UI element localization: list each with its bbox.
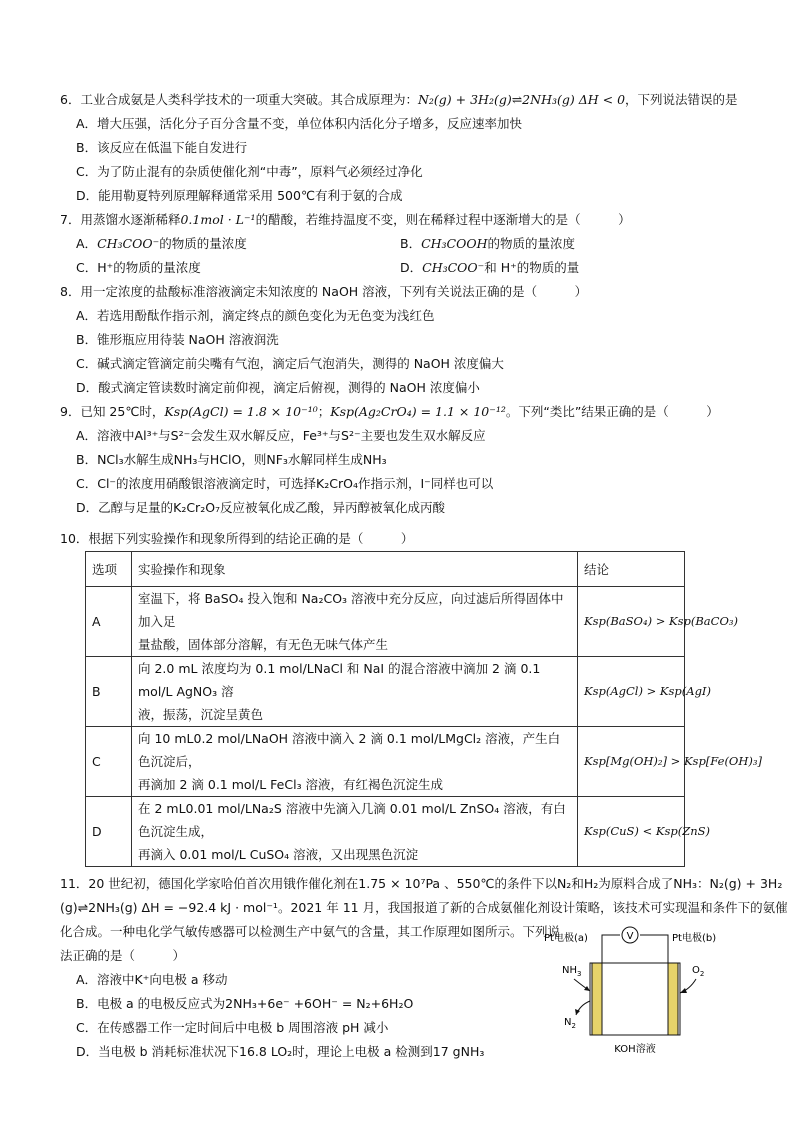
q10-row-option: C (86, 727, 132, 797)
q6-option-b: B．该反应在低温下能自发进行 (76, 140, 248, 155)
wire-left (602, 935, 620, 963)
q10-row-operation (132, 797, 578, 867)
q7-stem-text: 7．用蒸馏水逐渐稀释 (60, 212, 181, 227)
electrode-b (668, 963, 678, 1035)
q6-stem-tail: ，下列说法错误的是 (625, 92, 738, 107)
table-row (86, 657, 685, 727)
q7-option-a-formula: CH₃COO⁻ (97, 236, 160, 251)
q7-stem (60, 211, 631, 229)
q11-option-c: C．在传感器工作一定时间后中电极 b 周围溶液 pH 减小 (76, 1020, 389, 1035)
q10-stem: 10．根据下列实验操作和现象所得到的结论正确的是（ ） (60, 531, 414, 546)
q7-option-d-label: D． (400, 260, 423, 275)
q8-option-c: C．碱式滴定管滴定前尖嘴有气泡，滴定后气泡消失，测得的 NaOH 浓度偏大 (76, 356, 504, 371)
o2-arrowhead-icon (680, 988, 687, 993)
q8-option-b: B．锥形瓶应用待装 NaOH 溶液润洗 (76, 332, 279, 347)
q10-row-conclusion: Ksp[Mg(OH)₂] > Ksp[Fe(OH)₃] (578, 727, 685, 797)
q10-row-operation (132, 587, 578, 657)
o2-text: O (692, 965, 700, 976)
q6-option-a: A．增大压强，活化分子百分含量不变，单位体积内活化分子增多，反应速率加快 (76, 116, 523, 131)
q10-header-option: 选项 (86, 552, 132, 587)
voltmeter-label: V (626, 931, 634, 942)
q7-option-a-text: 的物质的量浓度 (159, 236, 247, 251)
q10-row-operation-line: 再滴入 0.01 mol/L CuSO₄ 溶液，又出现黑色沉淀 (138, 847, 419, 862)
q10-row-operation-line: 再滴加 2 滴 0.1 mol/L FeCl₃ 溶液，有红褐色沉淀生成 (138, 777, 444, 792)
q9-ksp-agcl: Ksp(AgCl) = 1.8 × 10⁻¹⁰ (164, 404, 318, 419)
q11-option-d: D．当电极 b 消耗标准状况下16.8 LO₂时，理论上电极 a 检测到17 gNH₃ (76, 1044, 485, 1059)
q9-stem-tail: 。下列“类比”结果正确的是（ ） (505, 404, 719, 419)
q6-stem-text: 6．工业合成氨是人类科学技术的一项重大突破。其合成原理为： (60, 92, 418, 107)
q7-option-d-formula: CH₃COO⁻ (422, 260, 485, 275)
q10-row-conclusion: Ksp(CuS) < Ksp(ZnS) (578, 797, 685, 867)
electrode-a (592, 963, 602, 1035)
n2-label (564, 1017, 576, 1030)
q10-row-operation-line: 室温下，将 BaSO₄ 投入饱和 Na₂CO₃ 溶液中充分反应，向过滤后所得固体中加入足 (138, 591, 564, 629)
q8-option-a: A．若选用酚酞作指示剂，滴定终点的颜色变化为无色变为浅红色 (76, 308, 435, 323)
electrolyte-cell (590, 963, 680, 1035)
q7-option-c: C．H⁺的物质的量浓度 (76, 260, 201, 275)
q10-row-conclusion: Ksp(BaSO₄) > Ksp(BaCO₃) (578, 587, 685, 657)
table-row (86, 797, 685, 867)
q10-row-operation-line: 液，振荡，沉淀呈黄色 (138, 707, 264, 722)
q10-row-operation (132, 727, 578, 797)
q10-table (85, 551, 762, 867)
nh3-arrowhead-icon (584, 986, 590, 991)
q11-stem-line3: 化合成。一种电化学气敏传感器可以检测生产中氨气的含量，其工作原理如图所示。下列说 (60, 924, 561, 939)
q10-row-operation (132, 657, 578, 727)
o2-label (692, 965, 704, 978)
q11-stem-line2: (g)⇌2NH₃(g) ΔH = −92.4 kJ · mol⁻¹。2021 年 11 月，我国报道了新的合成氨催化剂设计策略，该技术可实现温和条件下的氨催 (60, 900, 788, 915)
q6-formula: N₂(g) + 3H₂(g)⇌2NH₃(g) ΔH < 0 (417, 92, 626, 107)
sensor-diagram (540, 925, 720, 1060)
electrode-b-label: Pt电极(b) (672, 933, 717, 944)
q9-option-d: D．乙醇与足量的K₂Cr₂O₇反应被氧化成乙酸，异丙醇被氧化成丙酸 (76, 500, 446, 515)
q10-row-option: D (86, 797, 132, 867)
q7-option-b (400, 235, 575, 253)
n2-text: N (564, 1017, 572, 1028)
table-row (86, 727, 685, 797)
q8-option-d: D．酸式滴定管读数时滴定前仰视，滴定后俯视，测得的 NaOH 浓度偏小 (76, 380, 480, 395)
o2-subscript: 2 (699, 970, 705, 978)
q8-stem: 8．用一定浓度的盐酸标准溶液滴定未知浓度的 NaOH 溶液，下列有关说法正确的是（ ） (60, 284, 588, 299)
q10-row-operation-line: 量盐酸，固体部分溶解，有无色无味气体产生 (138, 637, 389, 652)
table-row (86, 587, 685, 657)
q11-option-b: B．电极 a 的电极反应式为2NH₃+6e⁻ +6OH⁻ = N₂+6H₂O (76, 996, 414, 1011)
q7-option-b-formula: CH₃COOH (421, 236, 488, 251)
q6-option-d: D．能用勒夏特列原理解释通常采用 500℃有利于氨的合成 (76, 188, 403, 203)
q7-option-b-label: B． (400, 236, 422, 251)
nh3-label (562, 965, 581, 978)
q7-stem-formula: 0.1mol · L⁻¹ (180, 212, 256, 227)
q6-option-c: C．为了防止混有的杂质使催化剂“中毒”，原料气必须经过净化 (76, 164, 423, 179)
q9-separator: ； (317, 404, 331, 419)
q7-option-d-text: 和 H⁺的物质的量 (484, 260, 580, 275)
q7-option-a-label: A． (76, 236, 98, 251)
n2-subscript: 2 (571, 1022, 576, 1030)
q9-option-b: B．NCl₃水解生成NH₃与HClO，则NF₃水解同样生成NH₃ (76, 452, 387, 467)
nh3-text: NH (562, 965, 577, 976)
q6-stem (60, 91, 738, 109)
q11-stem-line4: 法正确的是（ ） (60, 948, 186, 963)
q9-stem (60, 403, 719, 421)
q10-row-operation-line: 向 10 mL0.2 mol/LNaOH 溶液中滴入 2 滴 0.1 mol/LMgCl₂ 溶液，产生白色沉淀后， (138, 731, 561, 769)
nh3-subscript: 3 (577, 970, 582, 978)
q10-row-operation-line: 在 2 mL0.01 mol/LNa₂S 溶液中先滴入几滴 0.01 mol/L ZnSO₄ 溶液，有白色沉淀生成， (138, 801, 566, 839)
electrode-a-label: Pt电极(a) (544, 933, 588, 944)
q11-stem-line1: 11．20 世纪初，德国化学家哈伯首次用锇作催化剂在1.75 × 10⁷Pa 、550℃的条件下以N₂和H₂为原料合成了NH₃：N₂(g) + 3H₂ (60, 876, 783, 891)
wire-right (640, 935, 668, 963)
q10-row-operation-line: 向 2.0 mL 浓度均为 0.1 mol/LNaCl 和 NaI 的混合溶液中滴加 2 滴 0.1 mol/L AgNO₃ 溶 (138, 661, 541, 699)
q10-row-option: A (86, 587, 132, 657)
q10-row-option: B (86, 657, 132, 727)
q7-option-b-text: 的物质的量浓度 (487, 236, 576, 251)
q9-option-a: A．溶液中Al³⁺与S²⁻会发生双水解反应，Fe³⁺与S²⁻主要也发生双水解反应 (76, 428, 486, 443)
q9-option-c: C．Cl⁻的浓度用硝酸银溶液滴定时，可选择K₂CrO₄作指示剂，I⁻同样也可以 (76, 476, 494, 491)
q9-ksp-ag2cro4: Ksp(Ag₂CrO₄) = 1.1 × 10⁻¹² (330, 404, 506, 419)
q11-option-a: A．溶液中K⁺向电极 a 移动 (76, 972, 228, 987)
koh-solution-label: KOH溶液 (614, 1044, 656, 1055)
q10-table-header (86, 552, 685, 587)
q10-header-operation: 实验操作和现象 (132, 552, 578, 587)
q7-option-a (76, 235, 247, 253)
q7-option-d (400, 259, 579, 277)
q7-stem-tail: 的醋酸，若维持温度不变，则在稀释过程中逐渐增大的是（ ） (255, 212, 631, 227)
q10-row-conclusion: Ksp(AgCl) > Ksp(AgI) (578, 657, 685, 727)
q10-header-conclusion: 结论 (578, 552, 685, 587)
q9-stem-text: 9．已知 25℃时， (60, 404, 165, 419)
